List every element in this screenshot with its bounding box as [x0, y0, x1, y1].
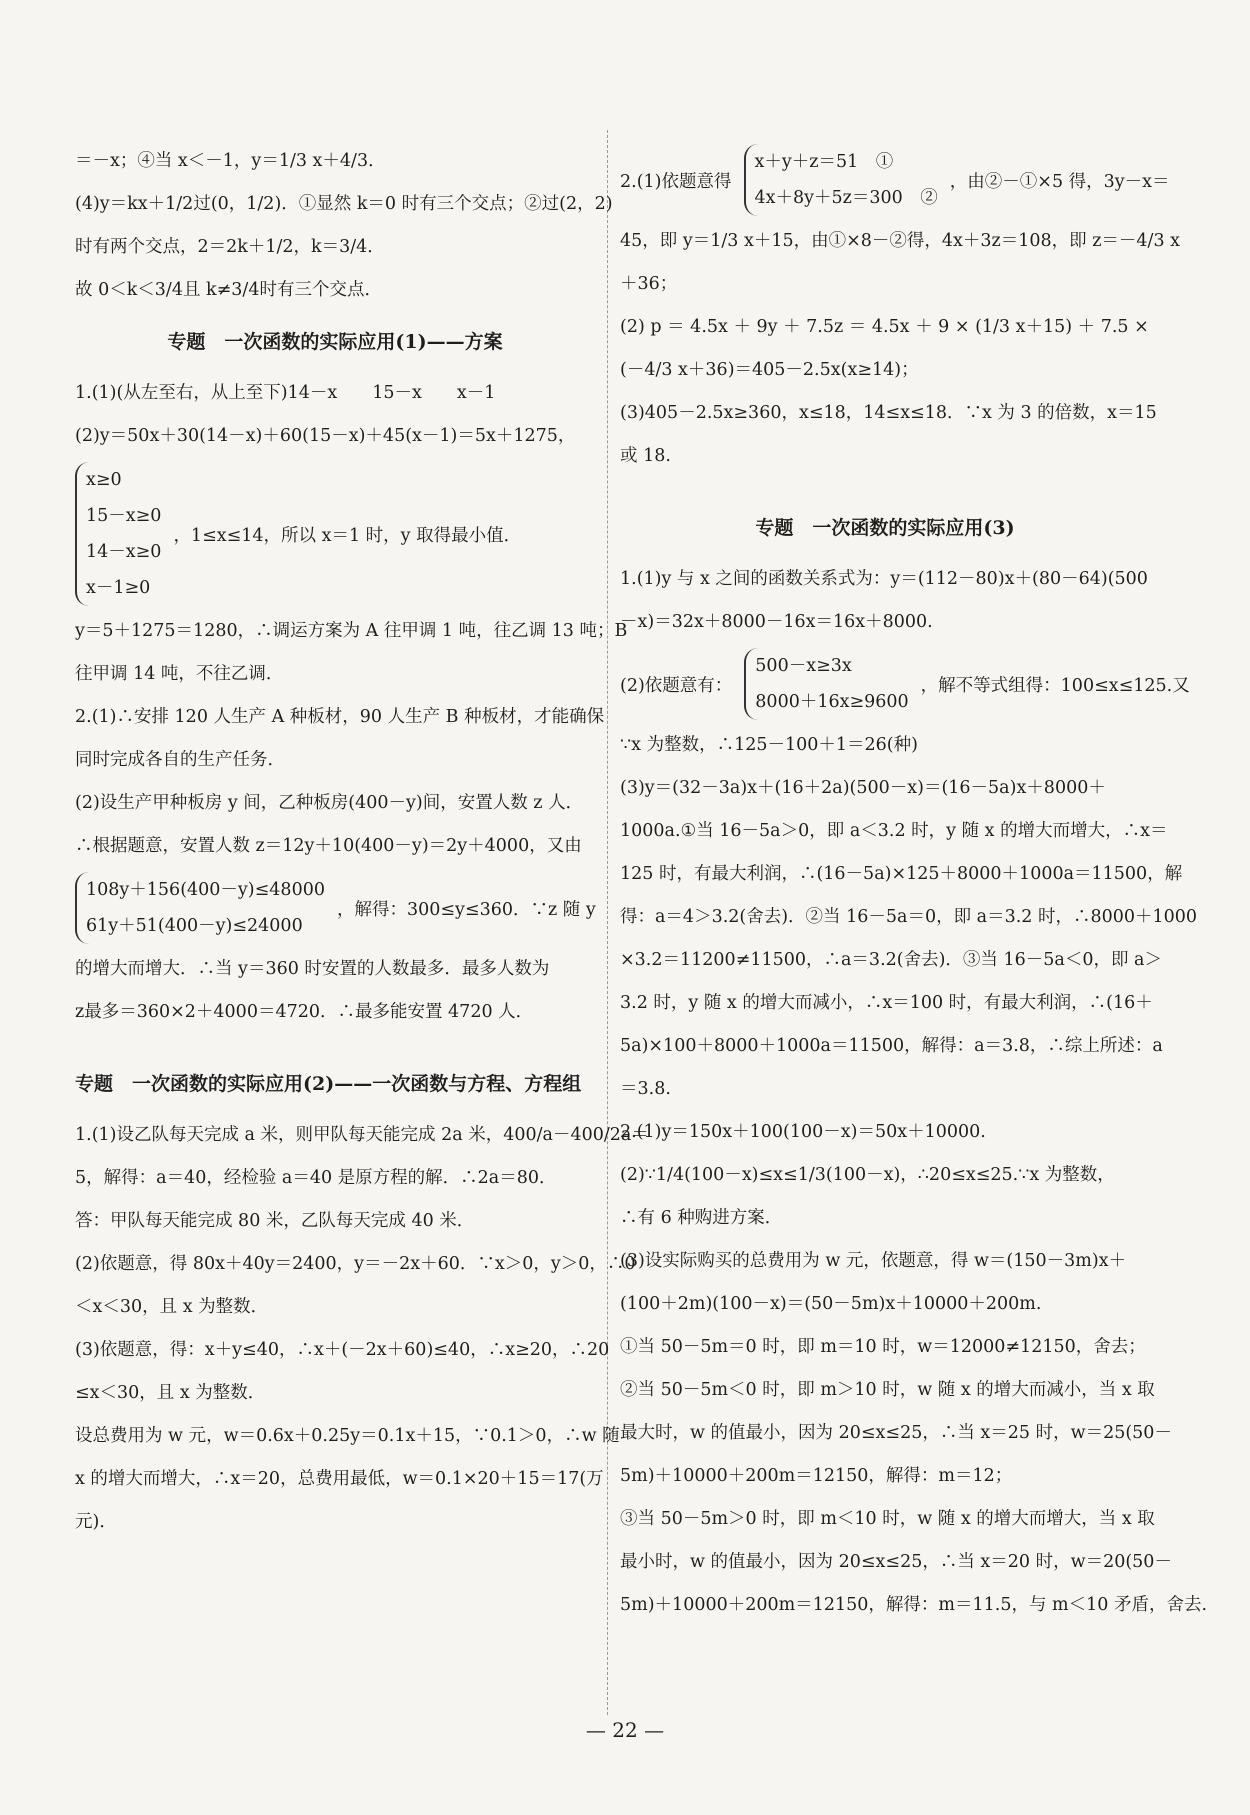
text-line: 5，解得：a＝40，经检验 a＝40 是原方程的解．∴2a＝80． [75, 1168, 557, 1188]
text-line: ∴有 6 种购进方案． [620, 1208, 783, 1228]
text-line: 15－x≥0 [86, 506, 162, 526]
brace-group [75, 872, 325, 944]
text-line: y＝5＋1275＝1280，∴调运方案为 A 往甲调 1 吨，往乙调 13 吨；B [75, 621, 628, 641]
equation-system [620, 140, 1170, 220]
section-heading: 专题 一次函数的实际应用(3) [755, 517, 1015, 539]
text-line: 时有两个交点，2＝2k＋1/2，k＝3/4． [75, 237, 385, 257]
text-line: 14－x≥0 [86, 542, 162, 562]
text-line: ①当 50－5m＝0 时，即 m＝10 时，w＝12000≠12150，舍去； [620, 1337, 1146, 1357]
section-lines [75, 610, 628, 868]
text-line: 45，即 y＝1/3 x＋15，由①×8－②得，4x＋3z＝108，即 z＝－4/3 x [620, 231, 1181, 251]
text-line: (2)依题意，得 80x＋40y＝2400，y＝－2x＋60．∵x＞0，y＞0，∴0 [75, 1254, 636, 1274]
section-lines [75, 1114, 649, 1544]
text-line: 的增大而增大．∴当 y＝360 时安置的人数最多．最多人数为 [75, 959, 550, 979]
text-line: 1.(1)设乙队每天完成 a 米，则甲队每天能完成 2a 米，400/a－400/2a＝ [75, 1125, 649, 1145]
section-lines [75, 372, 595, 458]
text-line: 3.2 时，y 随 x 的增大而减小，∴x＝100 时，有最大利润，∴(16＋ [620, 993, 1153, 1013]
text-line: x＋y＋z＝51 ① [754, 152, 894, 172]
text-line: 4x＋8y＋5z＝300 ② [754, 188, 938, 208]
system-tail: ，由②－①×5 得，3y－x＝ [949, 171, 1170, 192]
section-lines [620, 724, 1208, 1627]
text-line: 500－x≥3x [755, 656, 852, 676]
right-column [620, 140, 1208, 1627]
system-tail: ，解得：300≤y≤360．∵z 随 y [336, 899, 596, 920]
text-line: 或 18. [620, 446, 671, 466]
system-head: (2)依题意有： [620, 675, 733, 696]
text-line: (3)设实际购买的总费用为 w 元，依题意，得 w＝(150－3m)x＋ [620, 1251, 1127, 1271]
text-line: ∵x 为整数，∴125－100＋1＝26(种) [620, 735, 918, 755]
brace-group [744, 648, 908, 720]
section-heading: 专题 一次函数的实际应用(2)——一次函数与方程、方程组 [75, 1073, 582, 1095]
text-line: 5m)＋10000＋200m＝12150，解得：m＝12； [620, 1466, 1013, 1486]
text-line: (－4/3 x＋36)＝405－2.5x(x≥14)； [620, 360, 919, 380]
text-line: ＜x＜30，且 x 为整数． [75, 1297, 269, 1317]
text-line: x 的增大而增大，∴x＝20，总费用最低，w＝0.1×20＋15＝17(万 [75, 1469, 604, 1489]
text-line: (2) p ＝ 4.5x ＋ 9y ＋ 7.5z ＝ 4.5x ＋ 9 × (1/3 x＋15) ＋ 7.5 × [620, 317, 1149, 337]
text-line: 61y＋51(400－y)≤24000 [86, 916, 303, 936]
text-line: 1.(1)(从左至右，从上至下)14－x 15－x x－1 [75, 383, 496, 403]
text-line: ×3.2＝11200≠11500，∴a＝3.2(舍去)．③当 16－5a＜0，即 a＞ [620, 950, 1162, 970]
system-tail: ，1≤x≤14，所以 x＝1 时，y 取得最小值． [173, 525, 522, 546]
section-lines [75, 948, 595, 1034]
text-line: ②当 50－5m＜0 时，即 m＞10 时，w 随 x 的增大而减小，当 x 取 [620, 1380, 1155, 1400]
text-line: (2)∵1/4(100－x)≤x≤1/3(100－x)，∴20≤x≤25.∵x 为整数， [620, 1165, 1115, 1185]
text-line: －x)＝32x＋8000－16x＝16x＋8000. [620, 612, 933, 632]
text-line: (2)y＝50x＋30(14－x)＋60(15－x)＋45(x－1)＝5x＋1275， [75, 426, 576, 446]
text-line: 125 时，有最大利润，∴(16－5a)×125＋8000＋1000a＝11500，解 [620, 864, 1183, 884]
text-line: x－1≥0 [86, 578, 151, 598]
text-line: x≥0 [86, 470, 122, 490]
text-line: 答：甲队每天能完成 80 米，乙队每天完成 40 米． [75, 1211, 475, 1231]
text-line: 设总费用为 w 元，w＝0.6x＋0.25y＝0.1x＋15，∵0.1＞0，∴w 随 [75, 1426, 620, 1446]
section-lines [620, 220, 1181, 478]
text-line: ＋36； [620, 274, 678, 294]
text-line: (3)y＝(32－3a)x＋(16＋2a)(500－x)＝(16－5a)x＋8000＋ [620, 778, 1106, 798]
text-line: ＝3.8. [620, 1079, 671, 1099]
system-tail: ，解不等式组得：100≤x≤125.又 [920, 675, 1190, 696]
text-line: (4)y＝kx＋1/2过(0，1/2)．①显然 k＝0 时有三个交点；②过(2，2) [75, 194, 613, 214]
text-line: 5m)＋10000＋200m＝12150，解得：m＝11.5，与 m＜10 矛盾，舍去. [620, 1595, 1208, 1615]
equation-system [75, 458, 595, 610]
section-lines [75, 140, 613, 312]
text-line: ③当 50－5m＞0 时，即 m＜10 时，w 随 x 的增大而增大，当 x 取 [620, 1509, 1155, 1529]
text-line: 8000＋16x≥9600 [755, 692, 909, 712]
brace-group [744, 144, 938, 216]
text-line: 1.(1)y 与 x 之间的函数关系式为：y＝(112－80)x＋(80－64)(500 [620, 569, 1148, 589]
text-line: 1000a.①当 16－5a＞0，即 a＜3.2 时，y 随 x 的增大而增大，∴x＝ [620, 821, 1168, 841]
text-line: (100＋2m)(100－x)＝(50－5m)x＋10000＋200m. [620, 1294, 1042, 1314]
text-line: (2)设生产甲种板房 y 间，乙种板房(400－y)间，安置人数 z 人． [75, 793, 584, 813]
system-head: 2.(1)依题意得 [620, 171, 732, 192]
text-line: ∴根据题意，安置人数 z＝12y＋10(400－y)＝2y＋4000，又由 [75, 836, 582, 856]
section-heading: 专题 一次函数的实际应用(1)——方案 [167, 331, 503, 353]
text-line: 同时完成各自的生产任务． [75, 750, 285, 770]
text-line: 108y＋156(400－y)≤48000 [86, 880, 325, 900]
text-line: ≤x＜30，且 x 为整数． [75, 1383, 266, 1403]
brace-group [75, 462, 161, 606]
text-line: 得：a＝4＞3.2(舍去)．②当 16－5a＝0，即 a＝3.2 时，∴8000＋1000 [620, 907, 1198, 927]
equation-system [620, 644, 1190, 724]
column-divider [607, 130, 608, 1715]
page-number: — 22 — [585, 1718, 665, 1742]
text-line: z最多＝360×2＋4000＝4720．∴最多能安置 4720 人． [75, 1002, 534, 1022]
text-line: 最大时，w 的值最小，因为 20≤x≤25，∴当 x＝25 时，w＝25(50－ [620, 1423, 1172, 1443]
text-line: 故 0＜k＜3/4且 k≠3/4时有三个交点． [75, 280, 382, 300]
text-line: (3)依题意，得：x＋y≤40，∴x＋(－2x＋60)≤40，∴x≥20，∴20 [75, 1340, 610, 1360]
equation-system [75, 868, 595, 948]
text-line: ＝－x；④当 x＜－1，y＝1/3 x＋4/3． [75, 151, 386, 171]
section-lines [620, 558, 1150, 644]
text-line: 5a)×100＋8000＋1000a＝11500，解得：a＝3.8，∴综上所述：a [620, 1036, 1163, 1056]
text-line: 元)． [75, 1512, 117, 1532]
text-line: (3)405－2.5x≥360，x≤18，14≤x≤18．∵x 为 3 的倍数，x＝15 [620, 403, 1157, 423]
text-line: 2.(1)∴安排 120 人生产 A 种板材，90 人生产 B 种板材，才能确保 [75, 707, 605, 727]
text-line: 2.(1)y＝150x＋100(100－x)＝50x＋10000. [620, 1122, 986, 1142]
text-line: 最小时，w 的值最小，因为 20≤x≤25，∴当 x＝20 时，w＝20(50－ [620, 1552, 1172, 1572]
text-line: 往甲调 14 吨，不往乙调． [75, 664, 284, 684]
